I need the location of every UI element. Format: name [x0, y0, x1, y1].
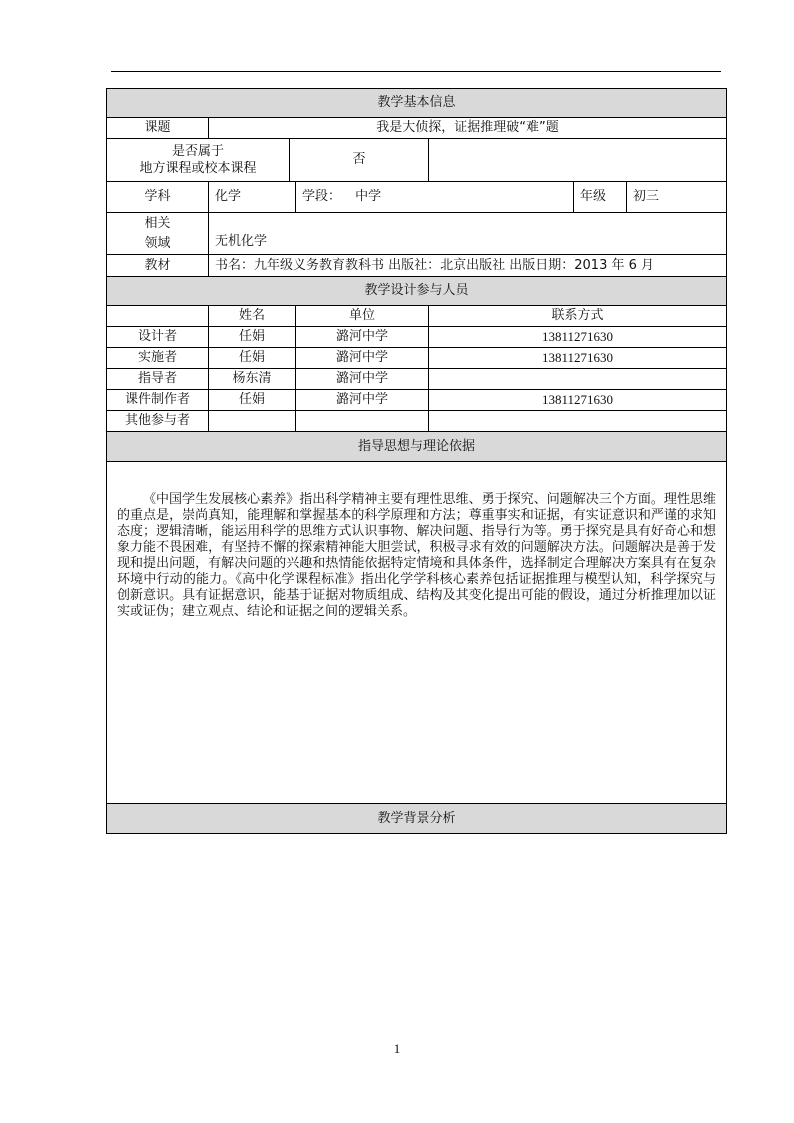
section-basic-info-title: 教学基本信息: [107, 89, 727, 118]
field-value: 无机化学: [209, 213, 727, 255]
section-theory-title: 指导思想与理论依据: [107, 432, 727, 462]
field-label: [107, 213, 209, 255]
people-header-contact: 联系方式: [429, 306, 727, 327]
people-row: [107, 411, 727, 432]
local-course-label-line2: 地方课程或校本课程: [139, 161, 257, 176]
section-background-row: [107, 804, 727, 834]
people-unit: 潞河中学: [296, 327, 429, 348]
people-contact: 13811271630: [429, 327, 727, 348]
people-unit: 潞河中学: [296, 348, 429, 369]
textbook-value: 书名：九年级义务教育教科书 出版社：北京出版社 出版日期：2013 年 6 月: [209, 255, 727, 277]
people-name: 任娟: [209, 348, 296, 369]
local-course-label-line1: 是否属于: [171, 144, 224, 159]
people-role: 指导者: [107, 369, 209, 390]
field-label-line2: 领域: [144, 235, 171, 251]
lesson-plan-table: [106, 88, 727, 834]
people-contact: 13811271630: [429, 348, 727, 369]
people-row: [107, 327, 727, 348]
page-number: 1: [393, 1041, 401, 1056]
people-name: 任娟: [209, 327, 296, 348]
subject-row: [107, 182, 727, 213]
local-course-value: 否: [352, 152, 366, 167]
people-role: 其他参与者: [107, 411, 209, 432]
header-rule: [111, 71, 721, 72]
people-header-unit: 单位: [296, 306, 429, 327]
local-course-empty: [429, 139, 727, 182]
people-contact: 13811271630: [429, 390, 727, 411]
people-contact: [429, 369, 727, 390]
grade-label: 年级: [574, 182, 627, 213]
people-header-name: 姓名: [238, 308, 265, 323]
theory-paragraph: 《中国学生发展核心素养》指出科学精神主要有理性思维、勇于探究、问题解决三个方面。理性思维的重点是，崇尚真知，能理解和掌握基本的科学原理和方法；尊重事实和证据，有实证意识和严谨的求知态度；逻辑清晰，能运用科学的思维方式认识事物、解决问题、指导行为等。勇于探究是具有好奇心和想象力能不畏困难，有坚持不懈的探索精神能大胆尝试，积极寻求有效的问题解决方法。问题解决是善于发现和提出问题，有解决问题的兴趣和热情能依据特定情境和具体条件，选择制定合理解决方案具有在复杂环境中行动的能力。《高中化学课程标准》指出化学学科核心素养包括证据推理与模型认知，科学探究与创新意识。具有证据意识，能基于证据对物质组成、结构及其变化提出可能的假设，通过分析推理加以证实或证伪；建立观点、结论和证据之间的逻辑关系。: [107, 462, 727, 804]
people-role: 课件制作者: [107, 390, 209, 411]
topic-value: 我是大侦探，证据推理破“难”题: [209, 118, 727, 139]
people-row: [107, 369, 727, 390]
topic-label: 课题: [107, 118, 209, 139]
subject-label: 学科: [107, 182, 209, 213]
people-contact: [429, 411, 727, 432]
people-header-name-wrap: [209, 306, 296, 327]
stage-cell: [296, 182, 574, 213]
local-course-row: [107, 139, 727, 182]
people-unit: 潞河中学: [296, 369, 429, 390]
stage-value: 中学: [355, 189, 382, 204]
local-course-label-text: [107, 139, 290, 181]
field-label-line1: 相关: [144, 215, 171, 231]
people-role: 实施者: [107, 348, 209, 369]
people-name: [209, 411, 296, 432]
theory-row: [107, 462, 727, 804]
stage-label: 学段：: [302, 189, 342, 204]
grade-value: 初三: [627, 182, 727, 213]
people-header-row: [107, 306, 727, 327]
subject-value: 化学: [209, 182, 296, 213]
topic-row: [107, 118, 727, 139]
people-header-role: [107, 306, 209, 327]
people-name: 任娟: [209, 390, 296, 411]
section-people-row: [107, 277, 727, 306]
section-theory-row: [107, 432, 727, 462]
people-row: [107, 348, 727, 369]
people-row: [107, 390, 727, 411]
people-unit: [296, 411, 429, 432]
section-background-title: 教学背景分析: [107, 804, 727, 834]
section-basic-info-row: [107, 89, 727, 118]
people-role: 设计者: [107, 327, 209, 348]
local-course-label: [107, 139, 429, 182]
section-people-title: 教学设计参与人员: [107, 277, 727, 306]
people-name: 杨东清: [209, 369, 296, 390]
textbook-row: [107, 255, 727, 277]
field-row: [107, 213, 727, 255]
textbook-label: 教材: [107, 255, 209, 277]
people-unit: 潞河中学: [296, 390, 429, 411]
